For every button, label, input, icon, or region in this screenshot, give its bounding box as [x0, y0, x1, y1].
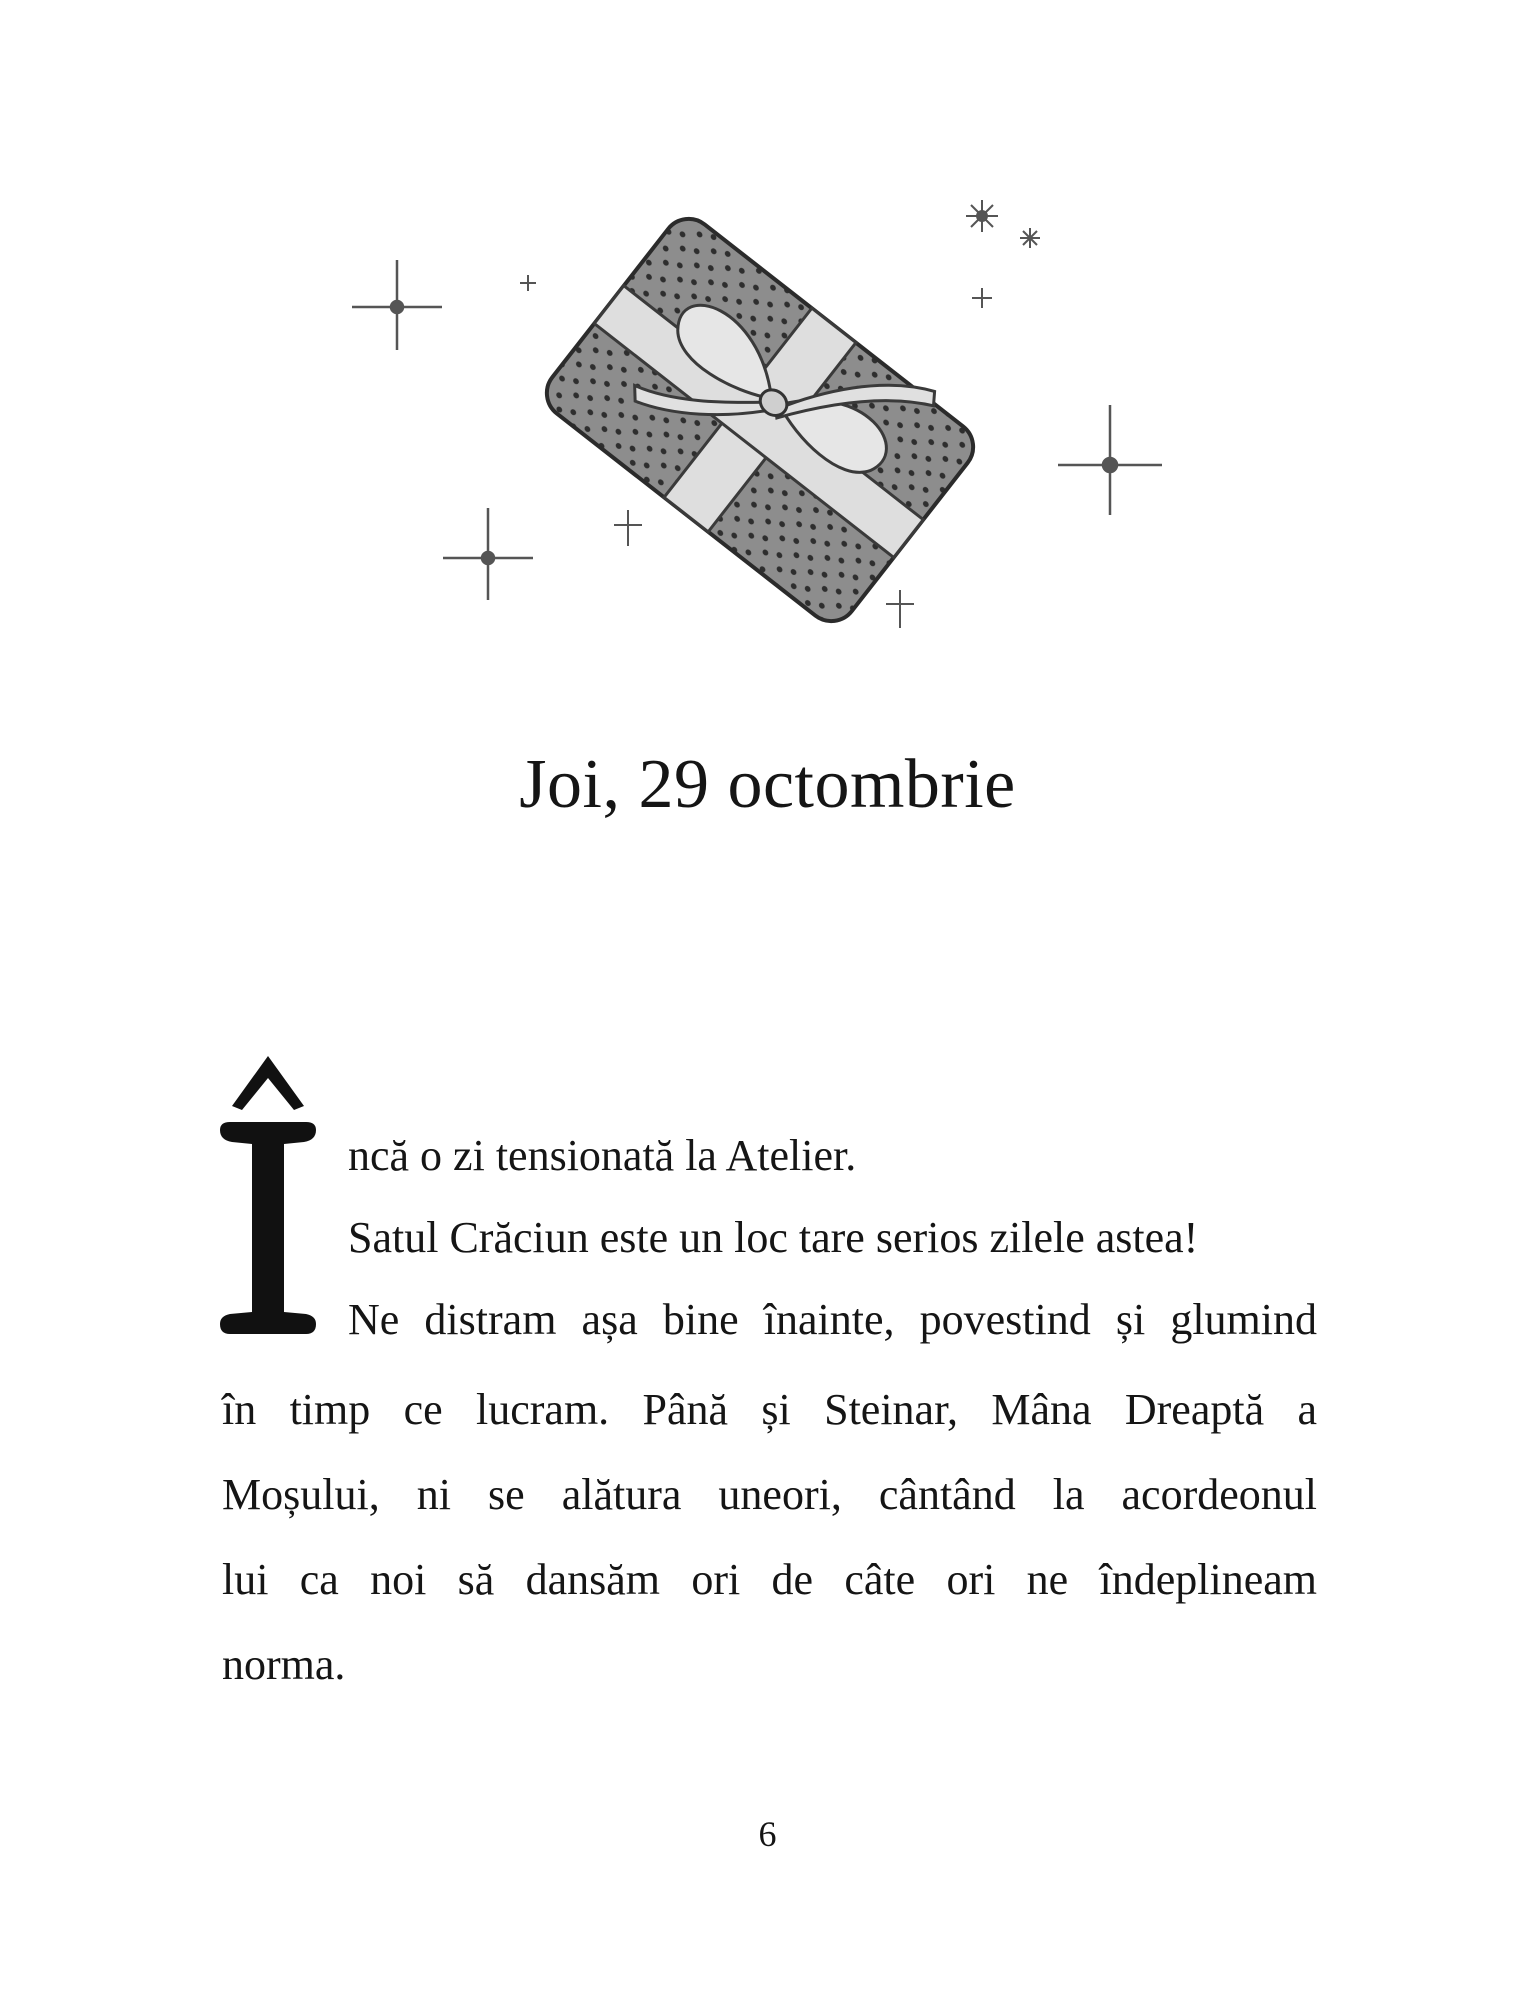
sparkle-icon	[520, 275, 536, 291]
paragraph-line: lui ca noi să dansăm ori de câte ori ne îndeplineam	[222, 1555, 1317, 1604]
drop-cap	[218, 1052, 318, 1342]
sparkle-icon	[1058, 405, 1162, 515]
paragraph-line: norma.	[222, 1640, 346, 1689]
chapter-title: Joi, 29 octombrie	[519, 746, 1016, 823]
paragraph-line: Ne distram așa bine înainte, povestind și glumind	[348, 1295, 1317, 1344]
sparkle-icon	[972, 288, 992, 308]
sparkle-icon	[443, 508, 533, 600]
sparkle-icon	[614, 510, 642, 546]
sparkle-icon	[1020, 228, 1040, 248]
page-number: 6	[758, 1814, 777, 1854]
gift-box-illustration	[330, 180, 1190, 650]
sparkle-icon	[886, 590, 914, 628]
sparkle-icon	[966, 200, 998, 232]
paragraph-line: în timp ce lucram. Până și Steinar, Mâna Dreaptă a	[222, 1385, 1317, 1434]
gift-box-icon	[536, 201, 989, 632]
paragraph-line: Moșului, ni se alătura uneori, cântând la acordeonul	[222, 1470, 1317, 1519]
sparkle-icon	[352, 260, 442, 350]
paragraph-line: ncă o zi tensionată la Atelier.	[348, 1131, 857, 1180]
paragraph-line: Satul Crăciun este un loc tare serios zilele astea!	[348, 1213, 1199, 1262]
